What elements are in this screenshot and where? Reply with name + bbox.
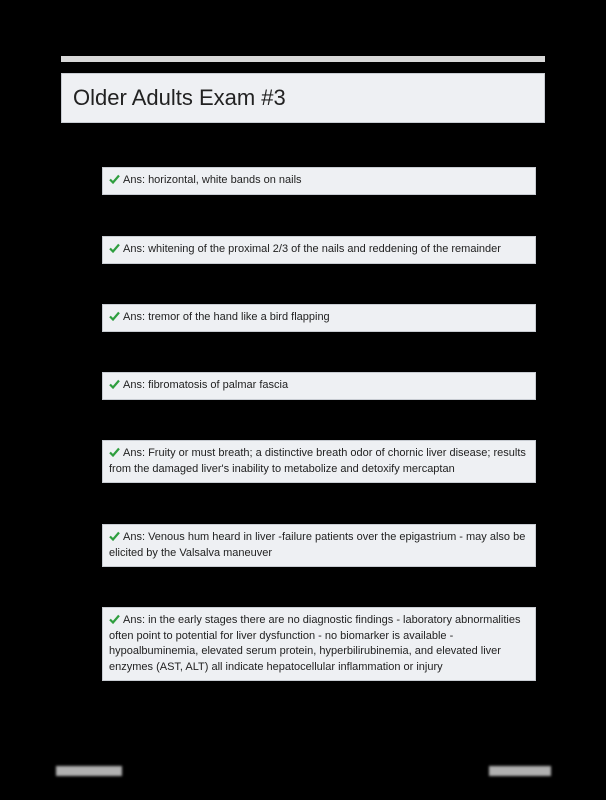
answer-box-6 <box>102 524 536 567</box>
answer-text: Ans: tremor of the hand like a bird flapping <box>123 311 330 323</box>
footer-right-blurred <box>489 766 551 776</box>
answer-text: Ans: Venous hum heard in liver -failure patients over the epigastrium - may also be elicited by the Valsalva maneuver <box>109 531 526 559</box>
answer-box-4 <box>102 372 536 400</box>
footer-left-blurred <box>56 766 122 776</box>
answer-text: Ans: in the early stages there are no diagnostic findings - laboratory abnormalities often point to potential for liver dysfunction - no biomarker is available - hypoalbuminemia, elevated serum protein, hyperbilirubinemia, and elevated liver enzymes (AST, ALT) all indicate hepatocellular inflammation or injury <box>109 614 521 673</box>
check-icon <box>109 379 120 389</box>
check-icon <box>109 447 120 457</box>
answer-box-7 <box>102 607 536 681</box>
top-divider <box>61 56 545 62</box>
answer-text: Ans: whitening of the proximal 2/3 of the nails and reddening of the remainder <box>123 243 501 255</box>
check-icon <box>109 531 120 541</box>
title-box <box>61 73 545 123</box>
answer-box-2 <box>102 236 536 264</box>
page-title: Older Adults Exam #3 <box>73 85 286 110</box>
answer-text: Ans: fibromatosis of palmar fascia <box>123 379 289 391</box>
check-icon <box>109 614 120 624</box>
check-icon <box>109 174 120 184</box>
answer-text: Ans: horizontal, white bands on nails <box>123 174 302 186</box>
answer-box-3 <box>102 304 536 332</box>
answer-box-5 <box>102 440 536 483</box>
answer-box-1 <box>102 167 536 195</box>
check-icon <box>109 243 120 253</box>
check-icon <box>109 311 120 321</box>
answer-text: Ans: Fruity or must breath; a distinctive breath odor of chornic liver disease; results from the damaged liver's inability to metabolize and detoxify mercaptan <box>109 447 526 475</box>
